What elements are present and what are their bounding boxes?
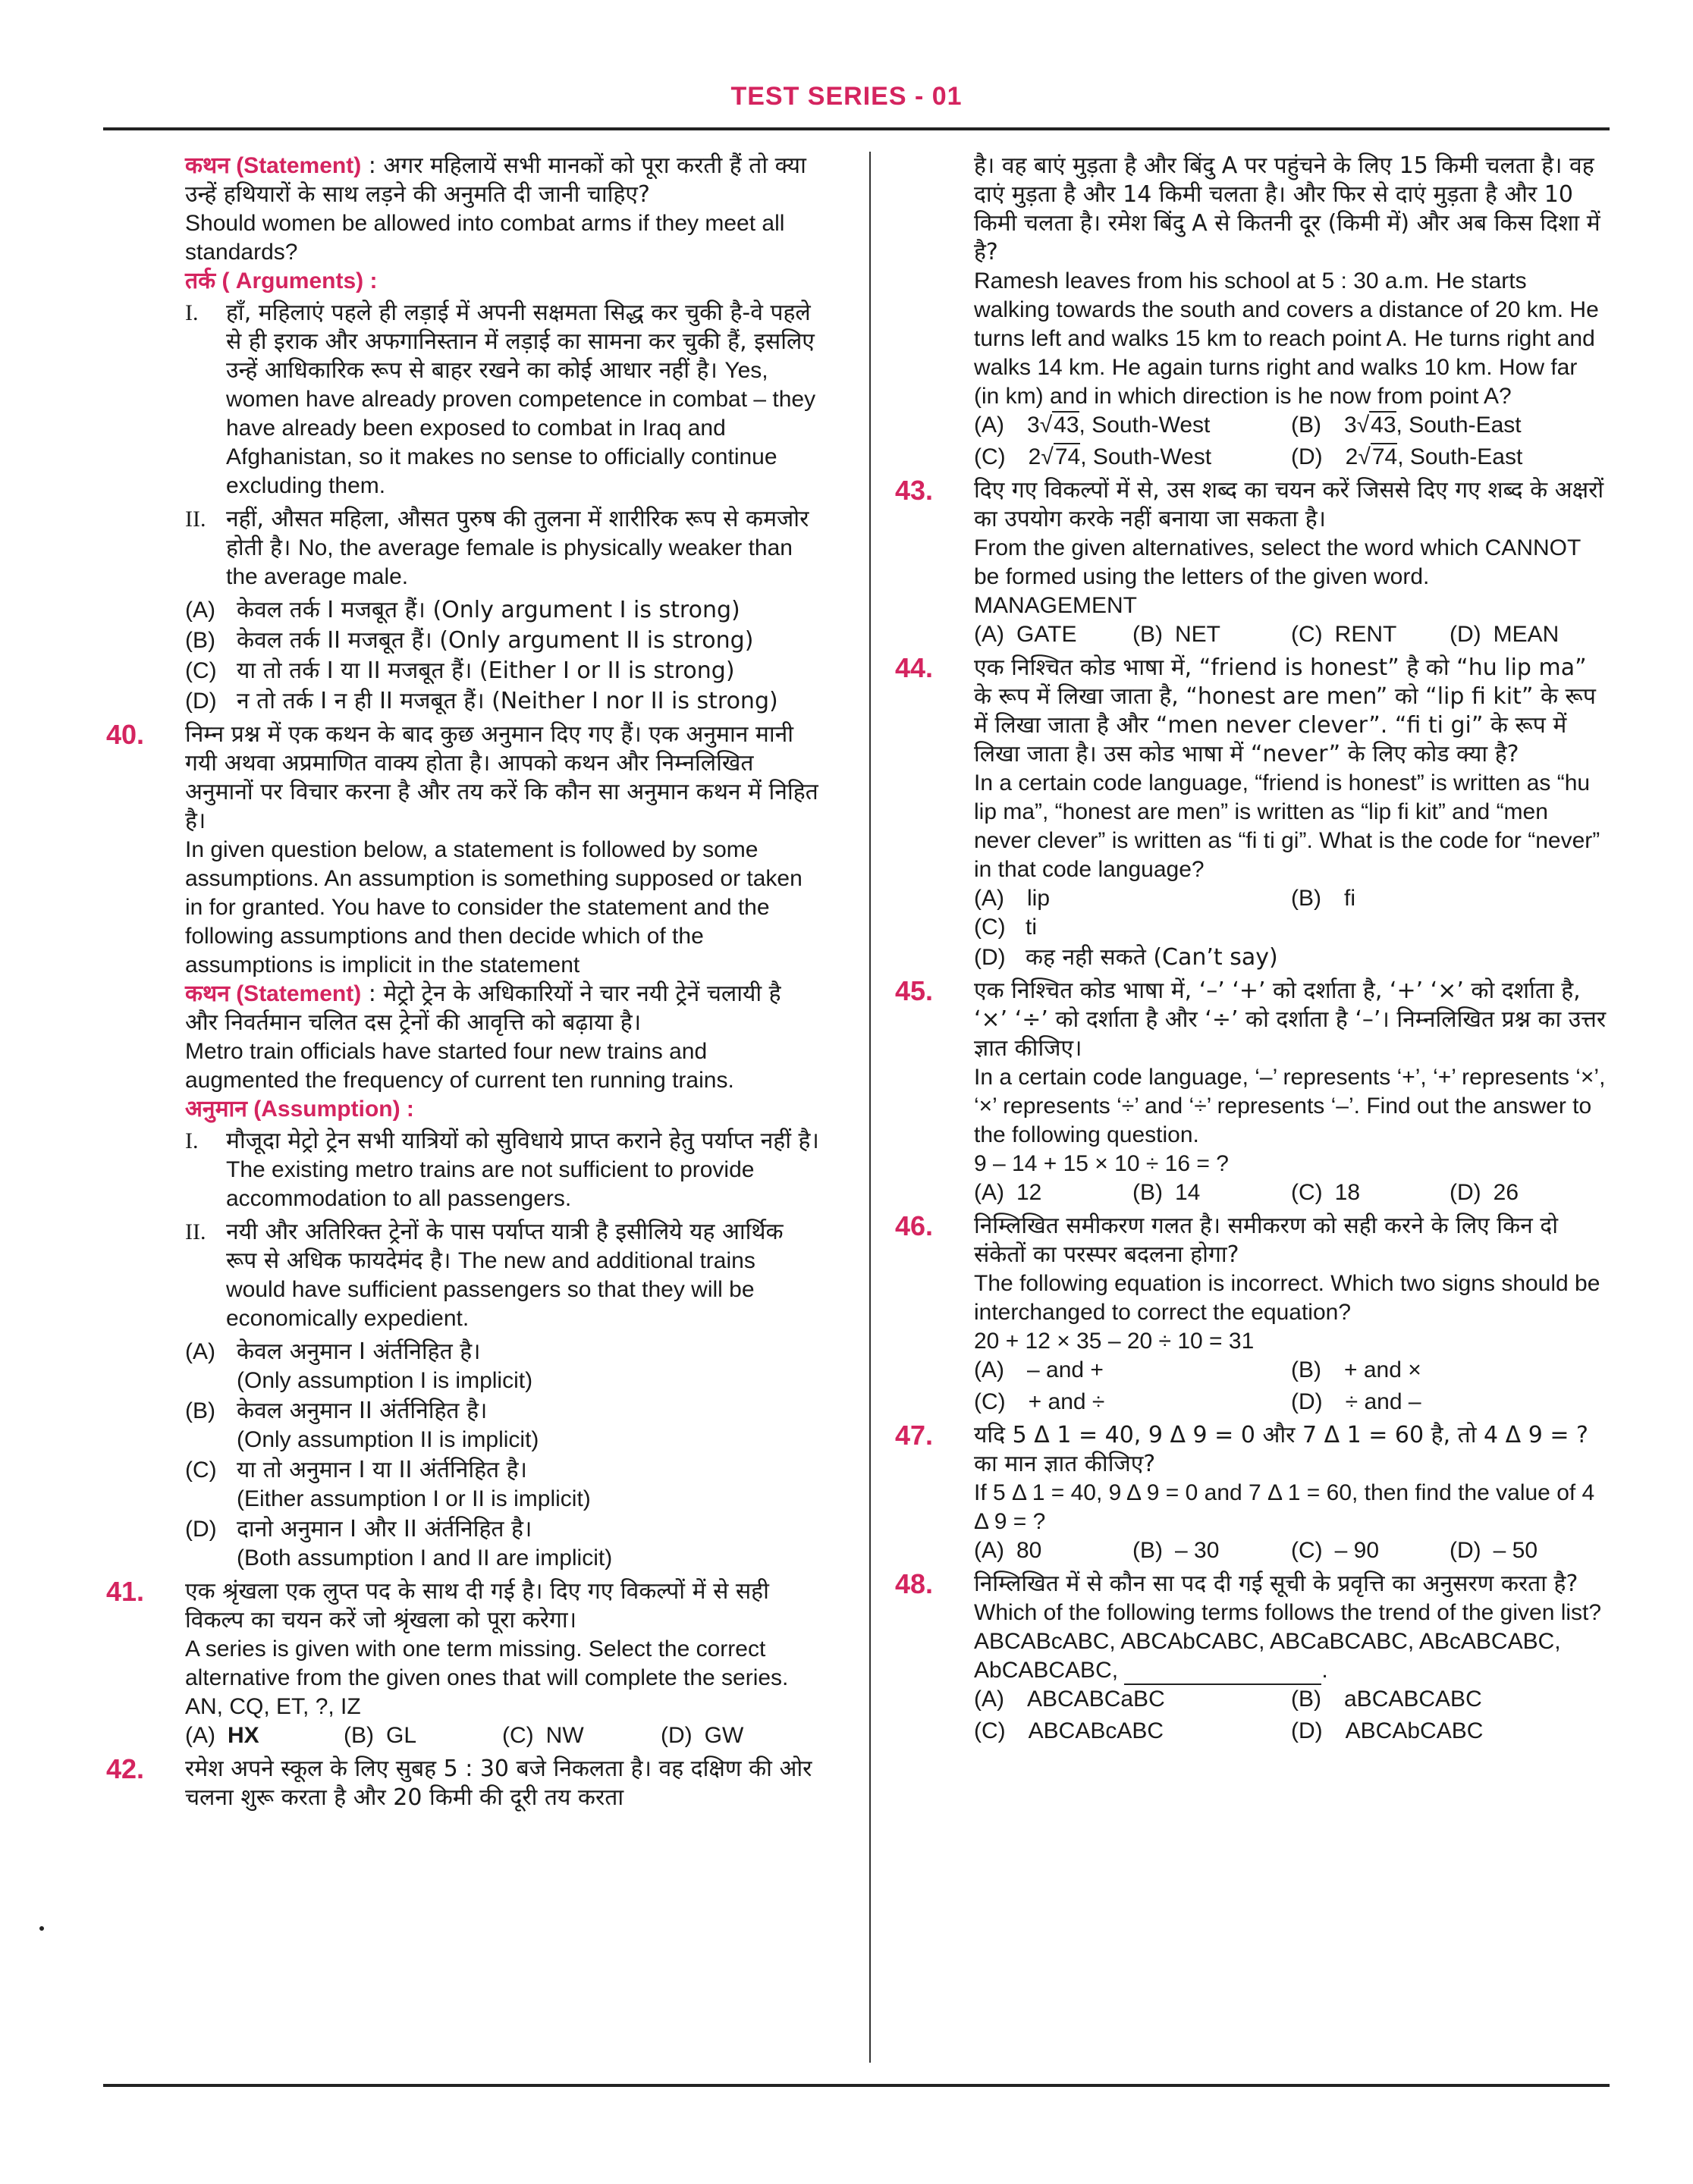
q42-option-c-root: 74: [1054, 444, 1081, 469]
q42-prompt-en: Ramesh leaves from his school at 5 : 30 a.m. He starts walking towards the south and covers a distance of 20 km. He turns left and walks 15 km to reach point A. He turns right and walks 14 km. He again turns right and walks 10 km. How far (in km) and in which direction is he now from point A?: [974, 268, 1599, 409]
right-column: [895, 152, 1608, 1750]
q48-option-a-label: (A): [974, 1687, 1004, 1712]
q44-option-b-label: (B): [1291, 886, 1321, 911]
q42-option-a-coef: 3: [1027, 413, 1040, 438]
q47-option-d[interactable]: [1450, 1536, 1608, 1565]
q46-expression: 20 + 12 × 35 – 20 ÷ 10 = 31: [974, 1329, 1255, 1354]
answer-blank: [1124, 1662, 1321, 1685]
q44-option-a[interactable]: [974, 884, 1291, 913]
q47-option-d-text: – 50: [1493, 1538, 1538, 1563]
q43-option-c[interactable]: [1291, 620, 1450, 649]
q47-option-a[interactable]: [974, 1536, 1132, 1565]
q45-option-d[interactable]: [1450, 1178, 1608, 1207]
q39-argument-1-num: I.: [185, 300, 199, 325]
q44-option-d-text: कह नही सकते (Can’t say): [1026, 944, 1278, 971]
q48-option-d-text: ABCAbCABC: [1345, 1718, 1484, 1743]
q44-option-c-label: (C): [974, 915, 1006, 940]
q43-options: [974, 620, 1608, 649]
q40-option-b-hi: केवल अनुमान II अंर्तनिहित है।: [237, 1398, 488, 1424]
q44-prompt-en: In a certain code language, “friend is honest” is written as “hu lip ma”, “honest are men” is written as “lip fi kit” and “men never clever” is written as “fi ti gi”. What is the code for “never” in that code language?: [974, 770, 1600, 882]
q41-series: AN, CQ, ET, ?, IZ: [185, 1694, 361, 1719]
q40-statement: [185, 980, 819, 1037]
radical-icon: √: [1356, 413, 1370, 438]
q46-option-b-label: (B): [1291, 1357, 1321, 1382]
q47-prompt-en: If 5 Δ 1 = 40, 9 Δ 9 = 0 and 7 Δ 1 = 60, then find the value of 4 Δ 9 = ?: [974, 1480, 1595, 1534]
q40-assumption-2-num: II.: [185, 1219, 206, 1244]
q40-number: 40.: [106, 719, 145, 750]
q40-statement-label: कथन (Statement): [185, 981, 362, 1006]
q39-option-a-text: केवल तर्क I मजबूत हैं। (Only argument I is strong): [237, 597, 740, 623]
q48-option-b-text: aBCABCABC: [1344, 1687, 1482, 1712]
q45-option-b-text: 14: [1175, 1180, 1201, 1205]
q47-option-b[interactable]: [1132, 1536, 1291, 1565]
q39-option-c[interactable]: [185, 657, 819, 686]
q47-option-a-text: 80: [1016, 1538, 1042, 1563]
q43-prompt-en: From the given alternatives, select the word which CANNOT be formed using the letters of the given word.: [974, 535, 1581, 589]
q48-option-b[interactable]: [1291, 1685, 1608, 1714]
q42-option-c-coef: 2: [1028, 444, 1041, 469]
q40-option-a-hi: केवल अनुमान I अंर्तनिहित है।: [237, 1338, 481, 1365]
q45-prompt-en: In a certain code language, ‘–’ represents ‘+’, ‘+’ represents ‘×’, ‘×’ represents ‘÷’ and ‘÷’ represents ‘–’. Find out the answer to the following question.: [974, 1065, 1606, 1147]
q43-option-d-text: MEAN: [1493, 622, 1560, 647]
q48-list-row: ABCABcABC, ABCAbCABC, ABCaBCABC, ABcABCABC, AbCABCABC, .: [974, 1627, 1608, 1685]
q42-option-a-dir: , South-West: [1079, 413, 1211, 438]
q40-assumption-1-num: I.: [185, 1128, 199, 1153]
q39-option-c-label: (C): [185, 658, 217, 683]
q44-option-c-text: ti: [1026, 915, 1037, 940]
q40-option-d-en: (Both assumption I and II are implicit): [237, 1545, 613, 1571]
q41-options: [185, 1721, 819, 1750]
q45-option-d-label: (D): [1450, 1180, 1481, 1205]
q42-option-b-dir: , South-East: [1396, 413, 1522, 438]
q39-argument-2-hi: नहीं, औसत महिला, औसत पुरुष की तुलना में शारीरिक रूप से कमजोर होती है।: [226, 506, 809, 561]
q46-option-b-text: + and ×: [1344, 1357, 1421, 1382]
q41-option-c[interactable]: [502, 1721, 661, 1750]
q41-option-c-label: (C): [502, 1723, 534, 1748]
q41-option-b[interactable]: [344, 1721, 502, 1750]
q46-prompt-hi: निम्लिखित समीकरण गलत है। समीकरण को सही करने के लिए किन दो संकेतों का परस्पर बदलना होगा?: [974, 1213, 1558, 1268]
q40-option-b[interactable]: [185, 1397, 819, 1454]
q43-option-d[interactable]: [1450, 620, 1608, 649]
q47-option-d-label: (D): [1450, 1538, 1481, 1563]
q46-option-c-label: (C): [974, 1389, 1006, 1414]
q42-option-d-label: (D): [1291, 444, 1323, 469]
q43-word: MANAGEMENT: [974, 593, 1138, 618]
q42-option-b[interactable]: [1291, 411, 1608, 440]
q39-arguments-label: तर्क ( Arguments) :: [185, 268, 378, 293]
q46-option-a[interactable]: [974, 1356, 1291, 1385]
left-column: [106, 152, 819, 1817]
q45-option-b-label: (B): [1132, 1180, 1163, 1205]
q39-argument-2: [185, 505, 819, 592]
q39-statement-label: कथन (Statement): [185, 153, 362, 178]
q44-option-a-label: (A): [974, 886, 1004, 911]
q39-argument-2-en: No, the average female is physically weaker than the average male.: [226, 535, 793, 589]
q48-number: 48.: [895, 1568, 934, 1599]
q41-option-d-label: (D): [661, 1723, 693, 1748]
q42-prompt-hi-part1: रमेश अपने स्कूल के लिए सुबह 5 : 30 बजे निकलता है। वह दक्षिण की ओर चलना शुरू करता है और 20 किमी की दूरी तय करता: [185, 1756, 812, 1811]
q48-option-d[interactable]: [1291, 1717, 1608, 1746]
question-39: [106, 152, 819, 716]
q40-option-d-label: (D): [185, 1517, 217, 1542]
bottom-rule: [103, 2084, 1610, 2087]
question-45: [895, 977, 1608, 1207]
q40-option-b-label: (B): [185, 1398, 215, 1423]
q39-option-c-text: या तो तर्क I या II मजबूत हैं। (Either I or II is strong): [237, 657, 735, 684]
q40-option-c[interactable]: [185, 1456, 819, 1514]
question-40: [106, 720, 819, 1573]
q45-option-b[interactable]: [1132, 1178, 1291, 1207]
question-42: [106, 1755, 819, 1812]
q39-option-d[interactable]: [185, 687, 819, 716]
q45-option-c-label: (C): [1291, 1180, 1323, 1205]
q39-argument-1: [185, 299, 819, 500]
q46-option-b[interactable]: [1291, 1356, 1608, 1385]
q39-option-d-label: (D): [185, 689, 217, 714]
q41-prompt-en: A series is given with one term missing. Select the correct alternative from the given ones that will complete the series.: [185, 1636, 789, 1690]
q42-option-a[interactable]: [974, 411, 1291, 440]
q44-option-c[interactable]: [974, 913, 1608, 942]
q46-option-a-label: (A): [974, 1357, 1004, 1382]
q40-assumption-2-hi: नयी और अतिरिक्त ट्रेनों के पास पर्याप्त यात्री है इसीलिये यह आर्थिक रूप से अधिक फायदेमंद है।: [226, 1219, 784, 1274]
q39-argument-2-num: II.: [185, 507, 206, 532]
q43-option-a[interactable]: [974, 620, 1132, 649]
q46-option-c[interactable]: [974, 1388, 1291, 1417]
q40-option-a-en: (Only assumption I is implicit): [237, 1368, 533, 1393]
q39-argument-1-en: Yes, women have already proven competence in combat – they have already been exposed to combat in Iraq and Afghanistan, so it makes no sense to officially continue excluding them.: [226, 358, 816, 498]
q48-option-d-label: (D): [1291, 1718, 1323, 1743]
stray-dot: [39, 1926, 44, 1931]
top-rule: [103, 127, 1610, 130]
q40-assumption-2-en: The new and additional trains would have sufficient passengers so that they will be economically expedient.: [226, 1248, 755, 1331]
radical-icon: √: [1041, 444, 1054, 469]
q45-number: 45.: [895, 975, 934, 1006]
q44-option-d-label: (D): [974, 945, 1006, 970]
q39-option-a-label: (A): [185, 598, 215, 623]
q39-option-a[interactable]: [185, 596, 819, 625]
q45-option-a-text: 12: [1016, 1180, 1042, 1205]
q39-argument-1-hi: हाँ, महिलाएं पहले ही लड़ाई में अपनी सक्षमता सिद्ध कर चुकी है-वे पहले से ही इराक और अफगानिस्तान में लड़ाई का सामना कर चुकी हैं, इसलिए उन्हें आधिकारिक रूप से बाहर रखने का कोई आधार नहीं है।: [226, 300, 815, 384]
q41-option-a-label: (A): [185, 1723, 215, 1748]
q40-assumption-2: [185, 1218, 819, 1333]
q40-statement-en: Metro train officials have started four new trains and augmented the frequency of current ten running trains.: [185, 1039, 734, 1093]
q42-prompt-hi-part2: है। वह बाएं मुड़ता है और बिंदु A पर पहुंचने के लिए 15 किमी चलता है। वह दाएं मुड़ता है और 14 किमी चलता है। और फिर से दाएं मुड़ता है और 10 किमी चलता है। रमेश बिंदु A से कितनी दूर (किमी में) और अब किस दिशा में है?: [974, 152, 1600, 265]
q43-option-b-text: NET: [1175, 622, 1220, 647]
q39-statement: [185, 152, 819, 209]
q40-assumption-1-hi: मौजूदा मेट्रो ट्रेन सभी यात्रियों को सुविधाये प्राप्त कराने हेतु पर्याप्त नहीं है।: [226, 1128, 819, 1154]
q39-arguments: [185, 299, 819, 592]
question-47: [895, 1421, 1608, 1565]
q42-option-d-root: 74: [1371, 444, 1398, 469]
q44-options-ab: [974, 884, 1608, 913]
question-48: [895, 1570, 1608, 1746]
question-43: [895, 476, 1608, 649]
question-46: [895, 1212, 1608, 1417]
q42-option-a-root: 43: [1054, 413, 1079, 438]
q46-option-d-label: (D): [1291, 1389, 1323, 1414]
q43-option-d-label: (D): [1450, 622, 1481, 647]
q40-assumptions: [185, 1127, 819, 1333]
q43-number: 43.: [895, 475, 934, 506]
q45-option-c-text: 18: [1334, 1180, 1361, 1205]
q42-option-d-coef: 2: [1345, 444, 1358, 469]
q42-option-d[interactable]: [1291, 443, 1608, 472]
q40-option-a[interactable]: [185, 1338, 819, 1395]
q47-option-b-label: (B): [1132, 1538, 1163, 1563]
q46-option-d[interactable]: [1291, 1388, 1608, 1417]
q42-option-b-label: (B): [1291, 413, 1321, 438]
q41-option-c-text: NW: [545, 1723, 584, 1748]
q46-option-c-text: + and ÷: [1028, 1389, 1105, 1414]
q46-number: 46.: [895, 1210, 934, 1241]
q44-option-b-text: fi: [1344, 886, 1355, 911]
q39-option-d-text: न तो तर्क I न ही II मजबूत हैं। (Neither I nor II is strong): [237, 688, 778, 714]
q41-option-a[interactable]: [185, 1721, 344, 1750]
q47-number: 47.: [895, 1420, 934, 1451]
q40-prompt-en: In given question below, a statement is followed by some assumptions. An assumption is something supposed or taken in for granted. You have to consider the statement and the following assumptions and then decide which of the assumptions is implicit in the statement: [185, 837, 803, 977]
q48-option-c[interactable]: [974, 1717, 1291, 1746]
q45-option-c[interactable]: [1291, 1178, 1450, 1207]
q41-option-b-text: GL: [386, 1723, 417, 1748]
q43-option-c-text: RENT: [1334, 622, 1397, 647]
question-44: [895, 654, 1608, 972]
q40-prompt-hi: निम्न प्रश्न में एक कथन के बाद कुछ अनुमान दिए गए हैं। एक अनुमान मानी गयी अथवा अप्रमाणित वाक्य होता है। आपको कथन और निम्नलिखित अनुमानों पर विचार करना है और तय करें कि कौन सा अनुमान कथन में निहित है।: [185, 721, 818, 834]
q47-option-b-text: – 30: [1175, 1538, 1220, 1563]
q40-option-b-en: (Only assumption II is implicit): [237, 1427, 539, 1452]
q47-option-c[interactable]: [1291, 1536, 1450, 1565]
page-header-title: TEST SERIES - 01: [730, 82, 963, 111]
q48-option-b-label: (B): [1291, 1687, 1321, 1712]
q45-expression: 9 – 14 + 15 × 10 ÷ 16 = ?: [974, 1151, 1229, 1176]
q42-option-a-label: (A): [974, 413, 1004, 438]
q43-option-a-label: (A): [974, 622, 1004, 647]
q41-option-d-text: GW: [704, 1723, 744, 1748]
q48-option-c-label: (C): [974, 1718, 1006, 1743]
q47-option-c-text: – 90: [1334, 1538, 1380, 1563]
q40-option-d-hi: दानो अनुमान I और II अंर्तनिहित है।: [237, 1516, 532, 1542]
q39-option-b[interactable]: [185, 626, 819, 655]
q39-statement-hi: : अगर महिलायें सभी मानकों को पूरा करती हैं तो क्या उन्हें हथियारों के साथ लड़ने की अनुमति दी जानी चाहिए?: [185, 152, 806, 208]
q40-option-c-label: (C): [185, 1458, 217, 1483]
q45-option-a[interactable]: [974, 1178, 1132, 1207]
q42-option-c-label: (C): [974, 444, 1006, 469]
q41-option-b-label: (B): [344, 1723, 374, 1748]
q42-option-b-coef: 3: [1344, 413, 1357, 438]
q40-option-d[interactable]: [185, 1515, 819, 1573]
radical-icon: √: [1039, 413, 1053, 438]
q48-option-a-text: ABCABCaBC: [1027, 1687, 1165, 1712]
q44-number: 44.: [895, 652, 934, 683]
q44-option-d[interactable]: [974, 943, 1608, 972]
q40-assumption-label: अनुमान (Assumption) :: [185, 1097, 414, 1122]
q42-number: 42.: [106, 1753, 145, 1784]
q48-prompt-en: Which of the following terms follows the trend of the given list?: [974, 1600, 1602, 1625]
q39-option-b-label: (B): [185, 628, 215, 653]
question-41: [106, 1577, 819, 1750]
q47-options: [974, 1536, 1608, 1565]
q42-option-d-dir: , South-East: [1397, 444, 1523, 469]
q42-option-c[interactable]: [974, 443, 1291, 472]
q46-options: [974, 1356, 1608, 1417]
q40-option-c-en: (Either assumption I or II is implicit): [237, 1486, 591, 1511]
q45-option-d-text: 26: [1493, 1180, 1519, 1205]
q40-option-c-hi: या तो अनुमान I या II अंर्तनिहित है।: [237, 1457, 527, 1483]
q44-prompt-hi: एक निश्चित कोड भाषा में, “friend is honest” है को “hu lip ma” के रूप में लिखा जाता है, “honest are men” को “lip fi kit” के रूप में लिखा जाता है और “men never clever”. “fi ti gi” के रूप में लिखा जाता है। उस कोड भाषा में “never” के लिए कोड क्या है?: [974, 654, 1596, 767]
q40-assumption-1-en: The existing metro trains are not sufficient to provide accommodation to all passengers.: [226, 1157, 755, 1211]
q48-list: ABCABcABC, ABCAbCABC, ABCaBCABC, ABcABCABC, AbCABCABC,: [974, 1629, 1561, 1683]
q42-options: [974, 411, 1608, 472]
q46-option-d-text: ÷ and –: [1345, 1389, 1421, 1414]
q47-option-c-label: (C): [1291, 1538, 1323, 1563]
q45-options: [974, 1178, 1608, 1207]
q39-option-b-text: केवल तर्क II मजबूत हैं। (Only argument II is strong): [237, 627, 754, 654]
q41-option-a-text: HX: [228, 1723, 259, 1748]
q46-prompt-en: The following equation is incorrect. Which two signs should be interchanged to correct the equation?: [974, 1271, 1600, 1325]
radical-icon: √: [1358, 444, 1371, 469]
q45-prompt-hi: एक निश्चित कोड भाषा में, ‘–’ ‘+’ को दर्शाता है, ‘+’ ‘×’ को दर्शाता है, ‘×’ ‘÷’ को दर्शाता है और ‘÷’ को दर्शाता है ‘–’। निम्नलिखित प्रश्न का उत्तर ज्ञात कीजिए।: [974, 977, 1607, 1062]
q41-option-d[interactable]: [661, 1721, 819, 1750]
q48-prompt-hi: निम्लिखित में से कौन सा पद दी गई सूची के प्रवृत्ति का अनुसरण करता है?: [974, 1571, 1578, 1597]
q40-statement-hi: : मेट्रो ट्रेन के अधिकारियों ने चार नयी ट्रेनें चलायी है और निवर्तमान चलित दस ट्रेनों की आवृत्ति को बढ़ाया है।: [185, 981, 781, 1036]
q48-option-a[interactable]: [974, 1685, 1291, 1714]
q43-option-b[interactable]: [1132, 620, 1291, 649]
column-divider: [869, 152, 871, 2063]
q43-option-c-label: (C): [1291, 622, 1323, 647]
q42-option-b-root: 43: [1371, 413, 1396, 438]
q40-option-a-label: (A): [185, 1339, 215, 1364]
question-42-continued: [895, 152, 1608, 472]
q48-options: [974, 1685, 1608, 1746]
q43-option-b-label: (B): [1132, 622, 1163, 647]
q44-option-b[interactable]: [1291, 884, 1608, 913]
q43-prompt-hi: दिए गए विकल्पों में से, उस शब्द का चयन करें जिससे दिए गए शब्द के अक्षरों का उपयोग करके नहीं बनाया जा सकता है।: [974, 477, 1604, 532]
q47-option-a-label: (A): [974, 1538, 1004, 1563]
q45-option-a-label: (A): [974, 1180, 1004, 1205]
q42-option-c-dir: , South-West: [1080, 444, 1212, 469]
q43-option-a-text: GATE: [1016, 622, 1077, 647]
q40-assumption-1: [185, 1127, 819, 1213]
q41-prompt-hi: एक श्रृंखला एक लुप्त पद के साथ दी गई है। दिए गए विकल्पों में से सही विकल्प का चयन करें जो श्रृंखला को पूरा करेगा।: [185, 1578, 769, 1633]
q47-prompt-hi: यदि 5 Δ 1 = 40, 9 Δ 9 = 0 और 7 Δ 1 = 60 है, तो 4 Δ 9 = ? का मान ज्ञात कीजिए?: [974, 1422, 1588, 1477]
q41-number: 41.: [106, 1576, 145, 1607]
q44-option-a-text: lip: [1027, 886, 1051, 911]
q46-option-a-text: – and +: [1027, 1357, 1104, 1382]
q48-option-c-text: ABCABcABC: [1028, 1718, 1164, 1743]
q39-statement-en: Should women be allowed into combat arms if they meet all standards?: [185, 211, 785, 265]
